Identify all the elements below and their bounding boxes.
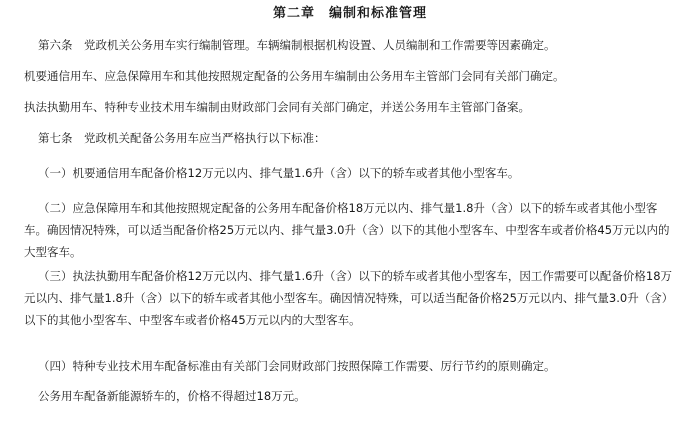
paragraph-article-7: 第七条 党政机关配备公务用车应当严格执行以下标准：	[38, 131, 326, 145]
paragraph-new-energy-vehicle: 公务用车配备新能源轿车的，价格不得超过18万元。	[38, 389, 306, 403]
paragraph-item-2: （二）应急保障用车和其他按照规定配备的公务用车配备价格18万元以内、排气量1.8升（含）以下的轿车或者其他小型客车。确因情况特殊，可以适当配备价格25万元以内、排气量3.0升（含）以下的其他小型客车、中型客车或者价格45万元以内的大型客车。	[24, 201, 670, 259]
paragraph-confidential-vehicle-quota: 机要通信用车、应急保障用车和其他按照规定配备的公务用车编制由公务用车主管部门会同有关部门确定。	[24, 69, 565, 83]
paragraph-item-4: （四）特种专业技术用车配备标准由有关部门会同财政部门按照保障工作需要、厉行节约的原则确定。	[38, 359, 556, 373]
paragraph-item-3: （三）执法执勤用车配备价格12万元以内、排气量1.6升（含）以下的轿车或者其他小型客车，因工作需要可以配备价格18万元以内、排气量1.8升（含）以下的轿车或者其他小型客车。确因情况特殊，可以适当配备价格25万元以内、排气量3.0升（含）以下的其他小型客车、中型客车或者价格45万元以内的大型客车。	[24, 269, 674, 327]
paragraph-enforcement-vehicle-quota: 执法执勤用车、特种专业技术用车编制由财政部门会同有关部门确定，并送公务用车主管部门备案。	[24, 100, 530, 114]
paragraph-item-1: （一）机要通信用车配备价格12万元以内、排气量1.6升（含）以下的轿车或者其他小型客车。	[38, 166, 520, 180]
paragraph-article-6: 第六条 党政机关公务用车实行编制管理。车辆编制根据机构设置、人员编制和工作需要等因素确定。	[38, 38, 556, 52]
chapter-title: 第二章 编制和标准管理	[272, 6, 427, 21]
